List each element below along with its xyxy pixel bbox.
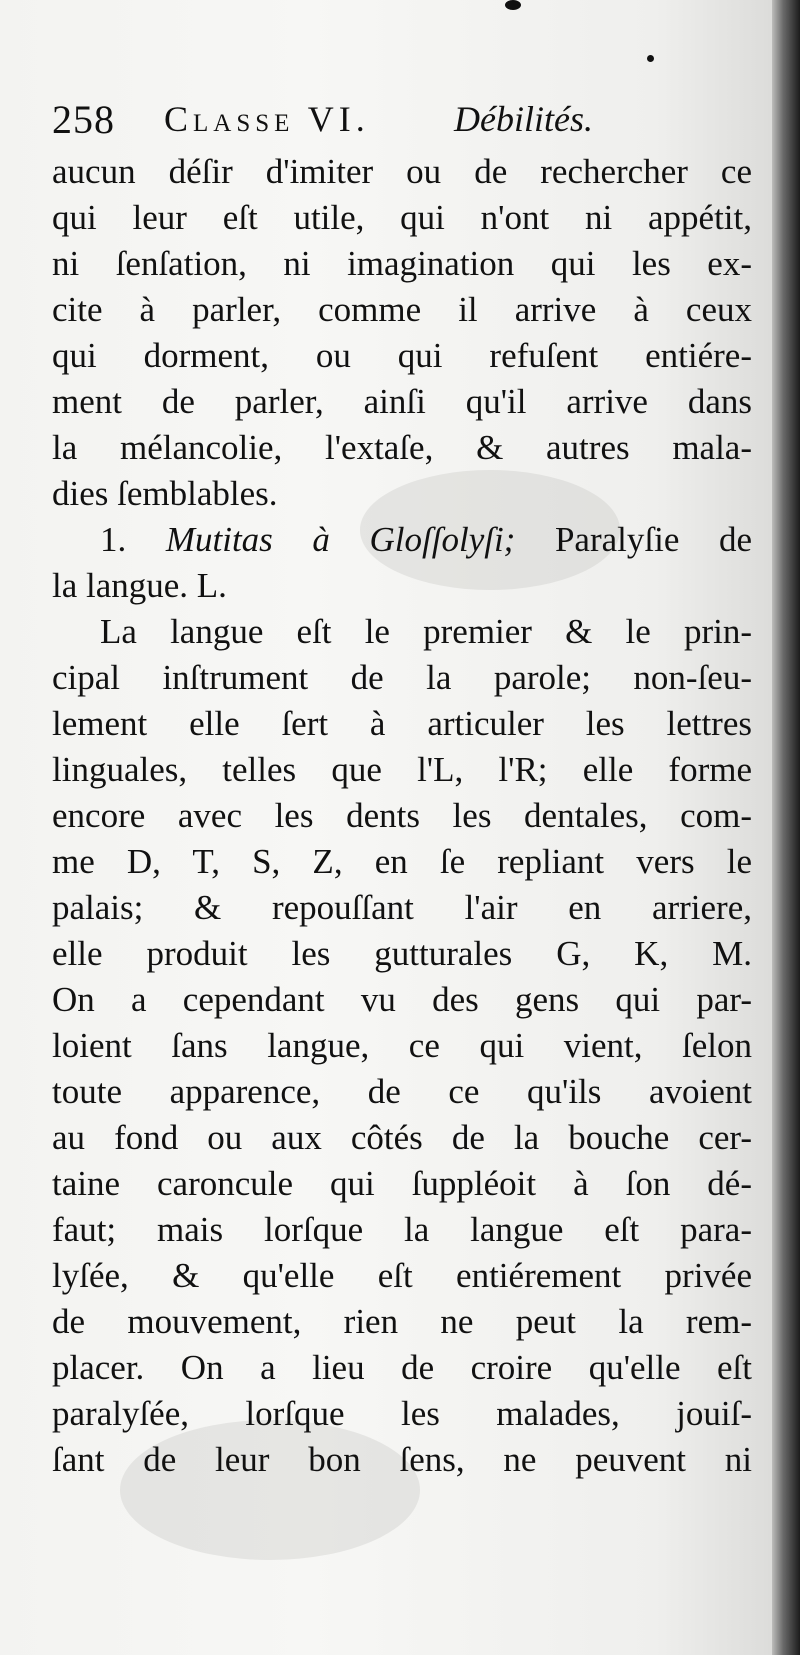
- text-line: paralyſée, lorſque les malades, jouiſ-: [52, 1394, 752, 1433]
- text-line: taine caroncule qui ſuppléoit à ſon dé-: [52, 1164, 752, 1203]
- text-line: encore avec les dents les dentales, com-: [52, 796, 752, 835]
- text-line: cipal inſtrument de la parole; non-ſeu-: [52, 658, 752, 697]
- text-line: ni ſenſation, ni imagination qui les ex-: [52, 244, 752, 283]
- text-line: la langue. L.: [52, 566, 227, 605]
- text-line: qui dorment, ou qui refuſent entiére-: [52, 336, 752, 375]
- heading-french: Paralyſie de: [554, 520, 752, 559]
- page-edge-shadow: [772, 0, 800, 1655]
- text-line: me D, T, S, Z, en ſe repliant vers le: [52, 842, 752, 881]
- running-head: [52, 96, 752, 148]
- text-line: la mélancolie, l'extaſe, & autres mala-: [52, 428, 752, 467]
- ink-speck: [647, 55, 654, 62]
- page-number: 258: [52, 97, 115, 142]
- body-text: [52, 149, 752, 1483]
- text-line: linguales, telles que l'L, l'R; elle forme: [52, 750, 752, 789]
- text-line: au fond ou aux côtés de la bouche cer-: [52, 1118, 752, 1157]
- text-line: ſant de leur bon ſens, ne peuvent ni: [52, 1440, 752, 1479]
- text-line: elle produit les gutturales G, K, M.: [52, 934, 752, 973]
- text-line: placer. On a lieu de croire qu'elle eſt: [52, 1348, 752, 1387]
- heading-latin: Mutitas à Gloſſolyſi;: [165, 520, 516, 559]
- text-line: cite à parler, comme il arrive à ceux: [52, 290, 752, 329]
- text-line: La langue eſt le premier & le prin-: [100, 612, 752, 651]
- text-line: faut; mais lorſque la langue eſt para-: [52, 1210, 752, 1249]
- subject-title: Débilités.: [454, 99, 593, 139]
- text-line: de mouvement, rien ne peut la rem-: [52, 1302, 752, 1341]
- section-heading: [52, 517, 752, 563]
- text-line: lement elle ſert à articuler les lettres: [52, 704, 752, 743]
- ink-speck: [505, 0, 521, 10]
- text-line: palais; & repouſſant l'air en arriere,: [52, 888, 752, 927]
- text-line: qui leur eſt utile, qui n'ont ni appétit,: [52, 198, 752, 237]
- section-title: Classe VI.: [164, 99, 370, 139]
- text-line: lyſée, & qu'elle eſt entiérement privée: [52, 1256, 752, 1295]
- text-line: loient ſans langue, ce qui vient, ſelon: [52, 1026, 752, 1065]
- text-line: dies ſemblables.: [52, 474, 278, 513]
- text-line: aucun déſir d'imiter ou de rechercher ce: [52, 152, 752, 191]
- text-line: ment de parler, ainſi qu'il arrive dans: [52, 382, 752, 421]
- text-line: toute apparence, de ce qu'ils avoient: [52, 1072, 752, 1111]
- text-line: On a cependant vu des gens qui par-: [52, 980, 752, 1019]
- heading-number: 1.: [100, 520, 127, 559]
